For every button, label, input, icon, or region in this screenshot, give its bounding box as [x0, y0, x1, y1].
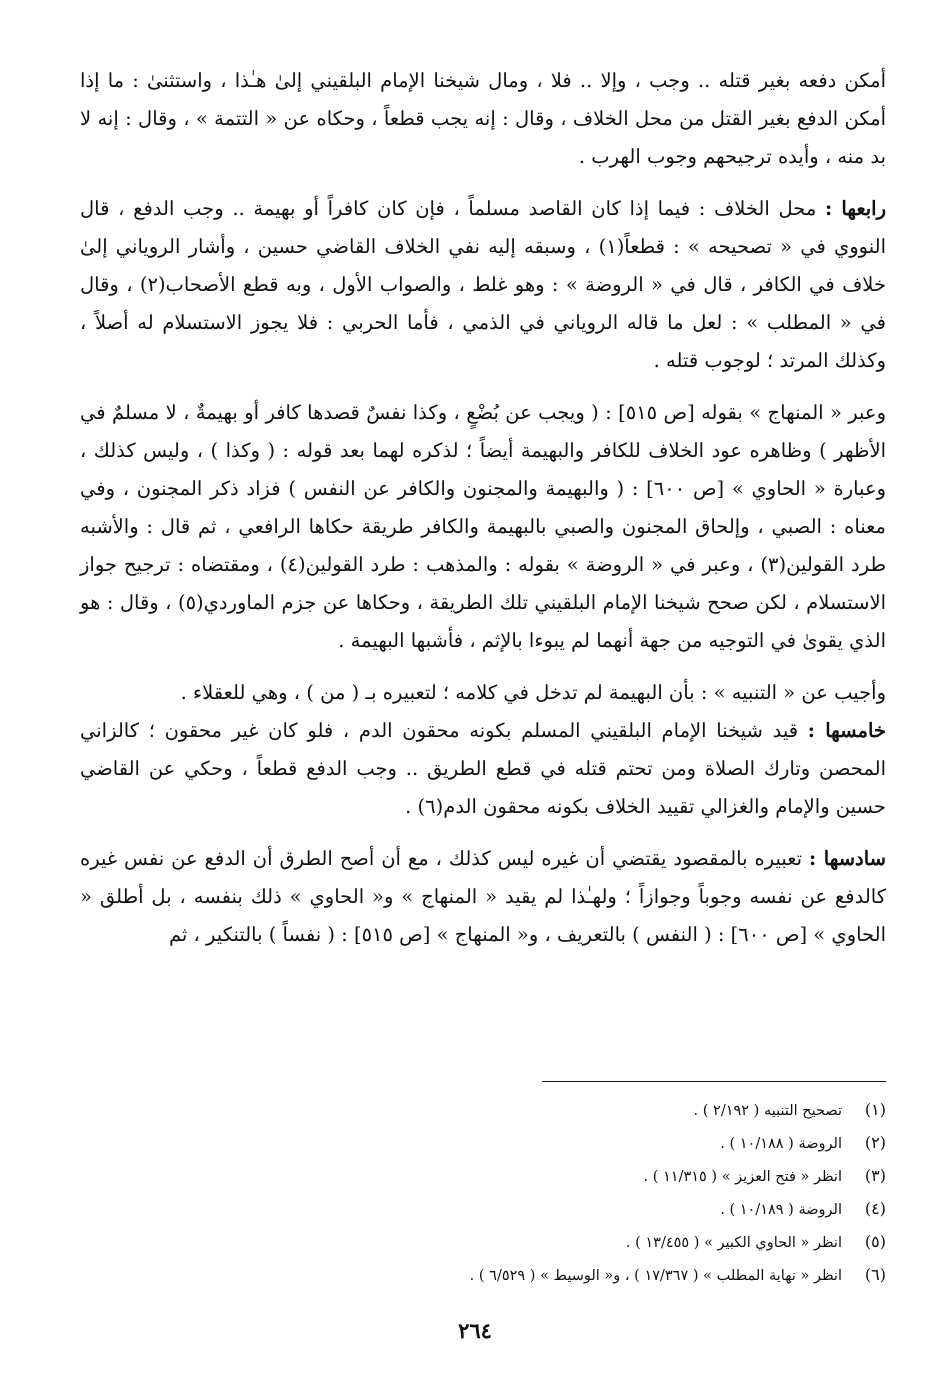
footnote-text: انظر « نهاية المطلب » ( ١٧/٣٦٧ ) ، و« الوسيط » ( ٦/٥٢٩ ) .: [469, 1268, 842, 1284]
footnote-text: الروضة ( ١٠/١٨٩ ) .: [720, 1202, 842, 1218]
footnote-number: (٤): [864, 1199, 886, 1218]
paragraph-5: [80, 712, 886, 826]
page-number: ٢٦٤: [458, 1318, 492, 1343]
footnote-number: (١): [864, 1100, 886, 1119]
paragraph-5-heading: خامسها :: [807, 719, 886, 742]
paragraph-2: [80, 190, 886, 380]
paragraph-6: [80, 840, 886, 954]
footnotes-list: [366, 1094, 886, 1292]
footnote-5: [366, 1226, 886, 1259]
footnote-number: (٦): [864, 1265, 886, 1284]
paragraph-5-text: قيد شيخنا الإمام البلقيني المسلم بكونه محقون الدم ، فلو كان غير محقون ؛ كالزاني المحصن وتارك الصلاة ومن تحتم قتله في قطع الطريق .. وجب الدفع قطعاً ، وحكي عن القاضي حسين والإمام والغزالي تقييد الخلاف بكونه محقون الدم(٦) .: [80, 719, 886, 818]
footnote-3: [366, 1160, 886, 1193]
footnote-divider: [542, 1081, 886, 1082]
footnote-1: [366, 1094, 886, 1127]
footnote-number: (٥): [864, 1232, 886, 1251]
footnote-text: الروضة ( ١٠/١٨٨ ) .: [720, 1136, 842, 1152]
paragraph-6-text: تعبيره بالمقصود يقتضي أن غيره ليس كذلك ، مع أن أصح الطرق أن الدفع عن نفس غيره كالدفع عن نفسه وجوباً وجوازاً ؛ ولهـٰذا لم يقيد « المنهاج » و« الحاوي » ذلك بنفسه ، بل أطلق « الحاوي » [ص ٦٠٠] : ( النفس ) بالتعريف ، و« المنهاج » [ص ٥١٥] : ( نفساً ) بالتنكير ، ثم: [80, 847, 886, 946]
footnote-text: انظر « الحاوي الكبير » ( ١٣/٤٥٥ ) .: [625, 1235, 842, 1251]
paragraph-3: وعبر « المنهاج » بقوله [ص ٥١٥] : ( ويجب عن بُضْعٍ ، وكذا نفسٌ قصدها كافر أو بهيمةٌ ، لا مسلمٌ في الأظهر ) وظاهره عود الخلاف للكافر والبهيمة أيضاً ؛ لذكره لهما بعد قوله : ( وكذا ) ، وليس كذلك ، وعبارة « الحاوي » [ص ٦٠٠] : ( والبهيمة والمجنون والكافر عن النفس ) فزاد ذكر المجنون ، وفي معناه : الصبي ، وإلحاق المجنون والصبي بالبهيمة والكافر طريقة حكاها الرافعي ، ثم قال : والأشبه طرد القولين(٣) ، وعبر في « الروضة » بقوله : والمذهب : طرد القولين(٤) ، ومقتضاه : ترجيح جواز الاستسلام ، لكن صحح شيخنا الإمام البلقيني تلك الطريقة ، وحكاها عن جزم الماوردي(٥) ، وقال : هو الذي يقوىٰ في التوجيه من جهة أنهما لم يبوءا بالإثم ، فأشبها البهيمة .: [80, 401, 886, 652]
paragraph-4: وأجيب عن « التنبيه » : بأن البهيمة لم تدخل في كلامه ؛ لتعبيره بـ ( من ) ، وهي للعقلاء .: [180, 681, 886, 704]
footnote-text: انظر « فتح العزيز » ( ١١/٣١٥ ) .: [643, 1169, 842, 1185]
paragraph-6-heading: سادسها :: [809, 847, 886, 870]
footnote-number: (٢): [864, 1133, 886, 1152]
paragraph-2-text: محل الخلاف : فيما إذا كان القاصد مسلماً ، فإن كان كافراً أو بهيمة .. وجب الدفع ، قال النووي في « تصحيحه » : قطعاً(١) ، وسبقه إليه نفي الخلاف القاضي حسين ، وأشار الروياني إلىٰ خلاف في الكافر ، قال في « الروضة » : وهو غلط ، والصواب الأول ، وبه قطع الأصحاب(٢) ، وقال في « المطلب » : لعل ما قاله الروياني في الذمي ، فأما الحربي : فلا يجوز الاستسلام له أصلاً ، وكذلك المرتد ؛ لوجوب قتله .: [80, 197, 886, 372]
footnote-2: [366, 1127, 886, 1160]
footnote-number: (٣): [864, 1166, 886, 1185]
paragraph-1: أمكن دفعه بغير قتله .. وجب ، وإلا .. فلا ، ومال شيخنا الإمام البلقيني إلىٰ هـٰذا ، واستثنىٰ : ما إذا أمكن الدفع بغير القتل من محل الخلاف ، وقال : إنه يجب قطعاً ، وحكاه عن « التتمة » ، وقال : إنه لا بد منه ، وأيده ترجيحهم وجوب الهرب .: [80, 69, 886, 168]
paragraph-2-heading: رابعها :: [824, 197, 886, 220]
footnote-4: [366, 1193, 886, 1226]
main-text: [80, 62, 886, 968]
footnote-text: تصحيح التنبيه ( ٢/١٩٢ ) .: [693, 1103, 842, 1119]
footnote-6: [366, 1259, 886, 1292]
